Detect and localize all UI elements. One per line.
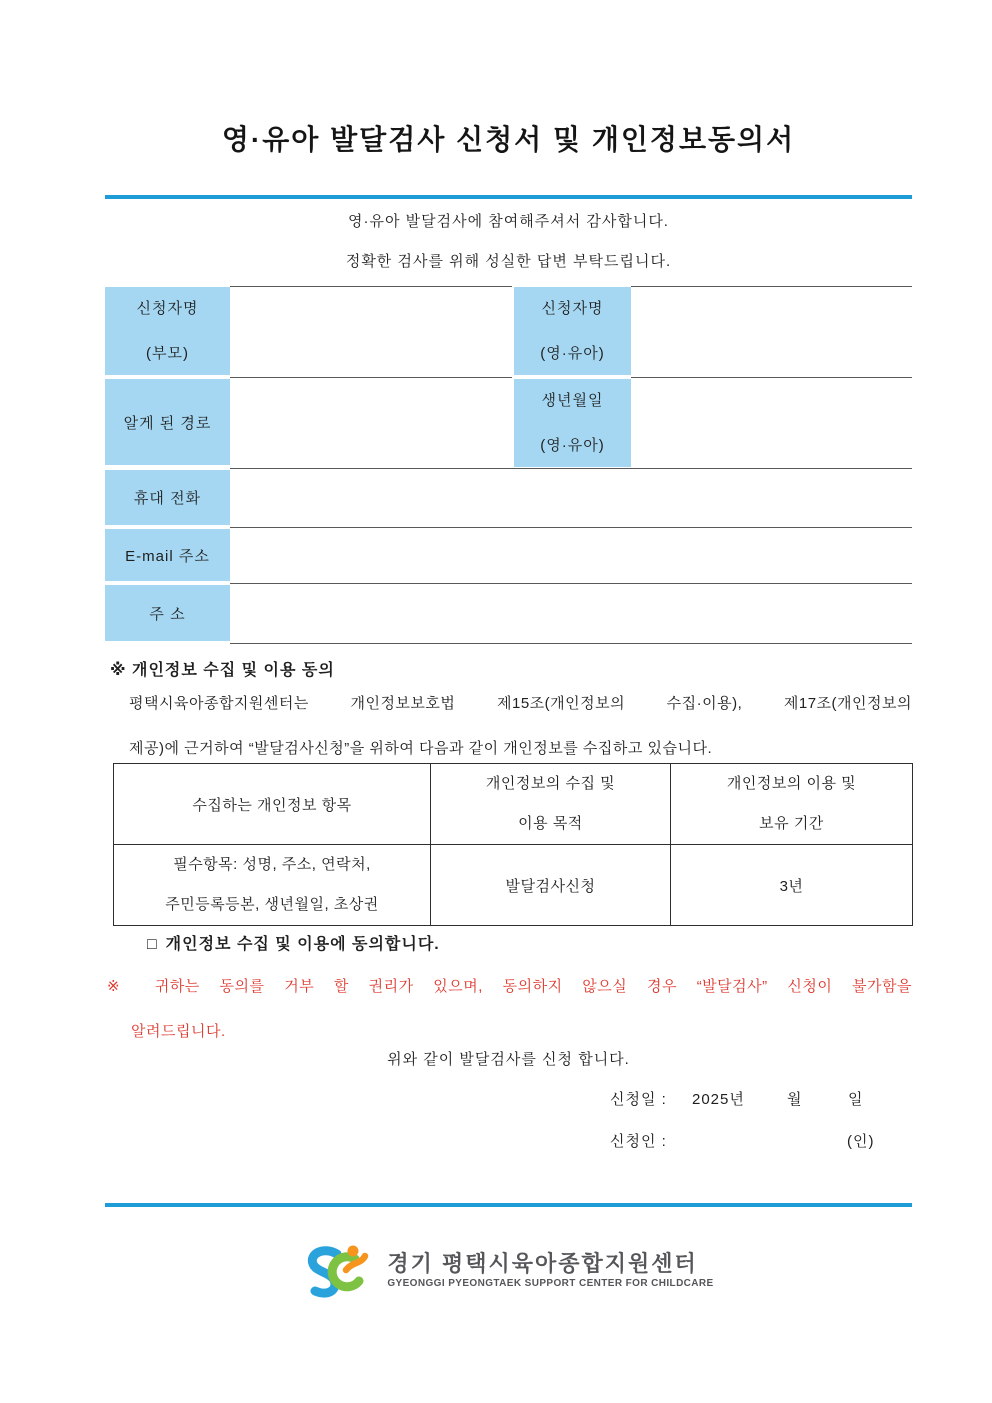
phone-field[interactable]	[231, 469, 912, 526]
address-label-cell	[105, 585, 230, 641]
bottom-divider	[105, 1203, 912, 1207]
email-label: E-mail 주소	[125, 547, 210, 565]
warning-line-1: ※ 귀하는 동의를 거부 할 권리가 있으며, 동의하지 않으실 경우 “발달검사” 신청이 불가함을	[107, 978, 912, 995]
retention-period-header: 개인정보의 이용 및 보유 기간	[671, 764, 913, 845]
consent-body-line-1: 평택시육아종합지원센터는 개인정보보호법 제15조(개인정보의 수집·이용), 제17조(개인정보의	[129, 695, 912, 712]
personal-info-collection-table	[113, 763, 913, 926]
intro-line-1: 영·유아 발달검사에 참여해주셔서 감사합니다.	[348, 213, 669, 230]
page-title: 영·유아 발달검사 신청서 및 개인정보동의서	[221, 124, 796, 155]
address-label: 주 소	[149, 605, 186, 623]
retention-period-cell: 3년	[671, 845, 913, 926]
consent-heading: ※ 개인정보 수집 및 이용 동의	[110, 662, 335, 679]
birth-label: 생년월일	[541, 392, 604, 409]
org-name-english: GYEONGGI PYEONGTAEK SUPPORT CENTER FOR CHILDCARE	[387, 1278, 714, 1289]
date-day: 일	[848, 1091, 864, 1108]
email-label-cell	[105, 529, 230, 581]
birth-field[interactable]	[632, 378, 912, 467]
top-divider	[105, 195, 912, 199]
parent-name-field[interactable]	[231, 287, 511, 376]
child-name-sublabel: (영·유아)	[540, 345, 605, 362]
org-name-korean: 경기 평택시육아종합지원센터	[387, 1251, 698, 1276]
date-label: 신청일 :	[610, 1091, 667, 1108]
table-rule	[230, 643, 912, 644]
collection-purpose-header: 개인정보의 수집 및 이용 목적	[431, 764, 671, 845]
parent-name-label-cell	[105, 287, 230, 375]
org-logo	[105, 1243, 912, 1299]
collection-purpose-cell: 발달검사신청	[431, 845, 671, 926]
birth-label-cell	[514, 379, 631, 467]
address-field[interactable]	[231, 584, 912, 642]
referral-label: 알게 된 경로	[123, 414, 212, 432]
apply-statement: 위와 같이 발달검사를 신청 합니다.	[387, 1051, 630, 1068]
seal-mark: (인)	[847, 1133, 875, 1150]
date-year: 2025년	[692, 1091, 745, 1108]
phone-label-cell	[105, 470, 230, 525]
agreement-line	[147, 931, 440, 954]
collection-items-cell: 필수항목: 성명, 주소, 연락처, 주민등록등본, 생년월일, 초상권	[114, 845, 431, 926]
intro-line-2: 정확한 검사를 위해 성실한 답변 부탁드립니다.	[345, 253, 672, 270]
signer-label: 신청인 :	[610, 1133, 667, 1150]
referral-field[interactable]	[231, 378, 511, 467]
date-month: 월	[787, 1091, 803, 1108]
org-logo-icon	[303, 1243, 377, 1299]
birth-sublabel: (영·유아)	[540, 437, 605, 454]
parent-name-sublabel: (부모)	[146, 345, 189, 362]
child-name-field[interactable]	[632, 287, 912, 376]
child-name-label: 신청자명	[541, 300, 604, 317]
referral-label-cell	[105, 379, 230, 465]
parent-name-label: 신청자명	[136, 300, 199, 317]
child-name-label-cell	[514, 287, 631, 375]
agreement-text: 개인정보 수집 및 이용에 동의합니다.	[165, 936, 440, 953]
collection-items-header: 수집하는 개인정보 항목	[114, 764, 431, 845]
phone-label: 휴대 전화	[133, 490, 202, 507]
email-field[interactable]	[231, 528, 912, 582]
consent-checkbox[interactable]: □	[147, 936, 158, 953]
warning-line-2: 알려드립니다.	[131, 1023, 226, 1040]
consent-body-line-2: 제공)에 근거하여 “발달검사신청”을 위하여 다음과 같이 개인정보를 수집하고 있습니다.	[129, 740, 713, 757]
applicant-info-table	[105, 286, 912, 644]
